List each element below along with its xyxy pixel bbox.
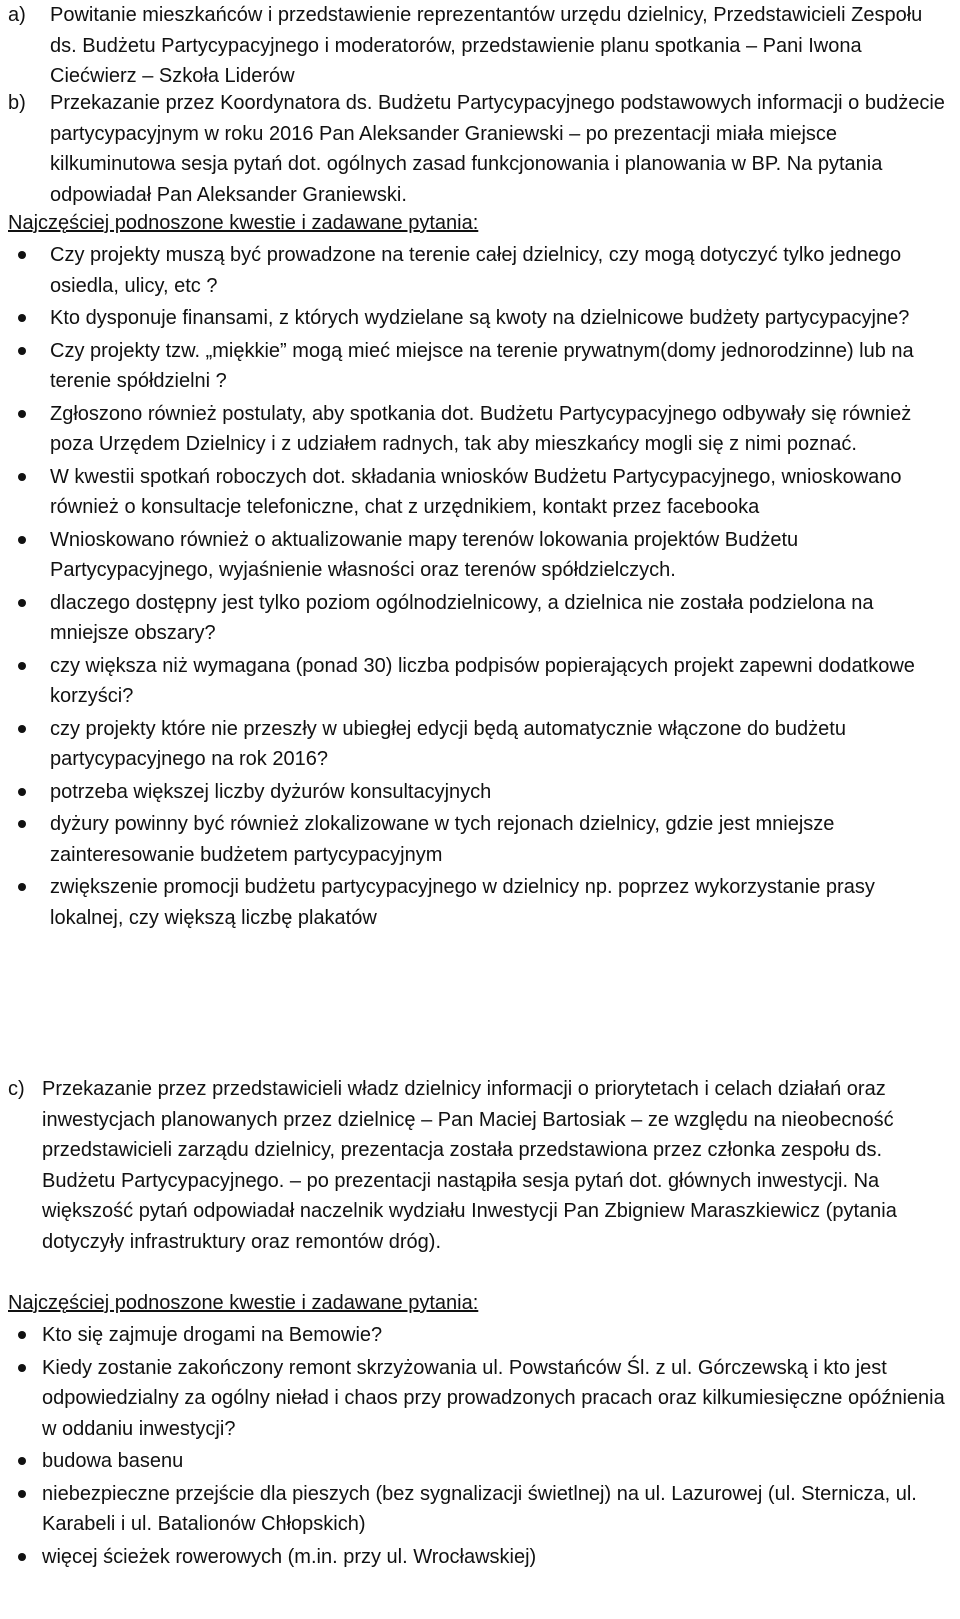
bullet-item: zwiększenie promocji budżetu partycypacyjnego w dzielnicy np. poprzez wykorzystanie prasy lokalnej, czy większą liczbę plakatów	[8, 872, 953, 933]
section-label: Najczęściej podnoszone kwestie i zadawane pytania:	[8, 1292, 479, 1314]
questions-list	[8, 240, 953, 935]
agenda-item-c	[8, 1074, 948, 1257]
bullet-item: Kto się zajmuje drogami na Bemowie?	[8, 1320, 953, 1351]
bullet-item: Czy projekty muszą być prowadzone na terenie całej dzielnicy, czy mogą dotyczyć tylko jednego osiedla, ulicy, etc ?	[8, 240, 953, 301]
bullet-item: Zgłoszono również postulaty, aby spotkania dot. Budżetu Partycypacyjnego odbywały się również poza Urzędem Dzielnicy i z udziałem radnych, tak aby mieszkańcy mogli się z nimi poznać.	[8, 399, 953, 460]
agenda-item-marker: a)	[8, 4, 26, 26]
bullet-item: W kwestii spotkań roboczych dot. składania wniosków Budżetu Partycypacyjnego, wnioskowano również o konsultacje telefoniczne, chat z urzędnikiem, kontakt przez facebooka	[8, 462, 953, 523]
bullet-item: potrzeba większej liczby dyżurów konsultacyjnych	[8, 777, 953, 808]
bullet-item: Wnioskowano również o aktualizowanie mapy terenów lokowania projektów Budżetu Partycypacyjnego, wyjaśnienie własności oraz terenów spółdzielczych.	[8, 525, 953, 586]
agenda-item-text: Przekazanie przez Koordynatora ds. Budżetu Partycypacyjnego podstawowych informacji o budżecie partycypacyjnym w roku 2016 Pan Aleksander Graniewski – po prezentacji miała miejsce kilkuminutowa sesja pytań dot. ogólnych zasad funkcjonowania i planowania w BP. Na pytania odpowiadał Pan Aleksander Graniewski.	[50, 92, 945, 206]
bullet-item: Kto dysponuje finansami, z których wydzielane są kwoty na dzielnicowe budżety partycypacyjne?	[8, 303, 953, 334]
bullet-item: dlaczego dostępny jest tylko poziom ogólnodzielnicowy, a dzielnica nie została podzielona na mniejsze obszary?	[8, 588, 953, 649]
agenda-item-a	[8, 0, 948, 92]
bullet-item: niebezpieczne przejście dla pieszych (bez sygnalizacji świetlnej) na ul. Lazurowej (ul. Sternicza, ul. Karabeli i ul. Batalionów Chłopskich)	[8, 1479, 953, 1540]
bullet-item: budowa basenu	[8, 1446, 953, 1477]
bullet-item: Kiedy zostanie zakończony remont skrzyżowania ul. Powstańców Śl. z ul. Górczewską i kto jest odpowiedzialny za ogólny nieład i chaos przy prowadzonych pracach oraz kilkumiesięczne opóźnienia w oddaniu inwestycji?	[8, 1353, 953, 1445]
bullet-item: czy projekty które nie przeszły w ubiegłej edycji będą automatycznie włączone do budżetu partycypacyjnego na rok 2016?	[8, 714, 953, 775]
agenda-item-b	[8, 88, 948, 210]
agenda-item-text: Powitanie mieszkańców i przedstawienie reprezentantów urzędu dzielnicy, Przedstawicieli Zespołu ds. Budżetu Partycypacyjnego i moderatorów, przedstawienie planu spotkania – Pani Iwona Ciećwierz – Szkoła Liderów	[50, 4, 923, 87]
questions-list	[8, 1320, 953, 1574]
agenda-item-text: Przekazanie przez przedstawicieli władz dzielnicy informacji o priorytetach i celach działań oraz inwestycjach planowanych przez dzielnicę – Pan Maciej Bartosiak – ze względu na nieobecność przedstawicieli zarządu dzielnicy, prezentacja została przedstawiona przez członka zespołu ds. Budżetu Partycypacyjnego. – po prezentacji nastąpiła sesja pytań dot. głównych inwestycji. Na większość pytań odpowiadał naczelnik wydziału Inwestycji Pan Zbigniew Maraszkiewicz (pytania dotyczyły infrastruktury oraz remontów dróg).	[42, 1078, 897, 1253]
bullet-item: Czy projekty tzw. „miękkie” mogą mieć miejsce na terenie prywatnym(domy jednorodzinne) lub na terenie spółdzielni ?	[8, 336, 953, 397]
bullet-item: więcej ścieżek rowerowych (m.in. przy ul. Wrocławskiej)	[8, 1542, 953, 1573]
bullet-item: dyżury powinny być również zlokalizowane w tych rejonach dzielnicy, gdzie jest mniejsze zainteresowanie budżetem partycypacyjnym	[8, 809, 953, 870]
section-label: Najczęściej podnoszone kwestie i zadawane pytania:	[8, 212, 479, 234]
agenda-item-marker: c)	[8, 1078, 25, 1100]
bullet-item: czy większa niż wymagana (ponad 30) liczba podpisów popierających projekt zapewni dodatkowe korzyści?	[8, 651, 953, 712]
agenda-item-marker: b)	[8, 92, 26, 114]
